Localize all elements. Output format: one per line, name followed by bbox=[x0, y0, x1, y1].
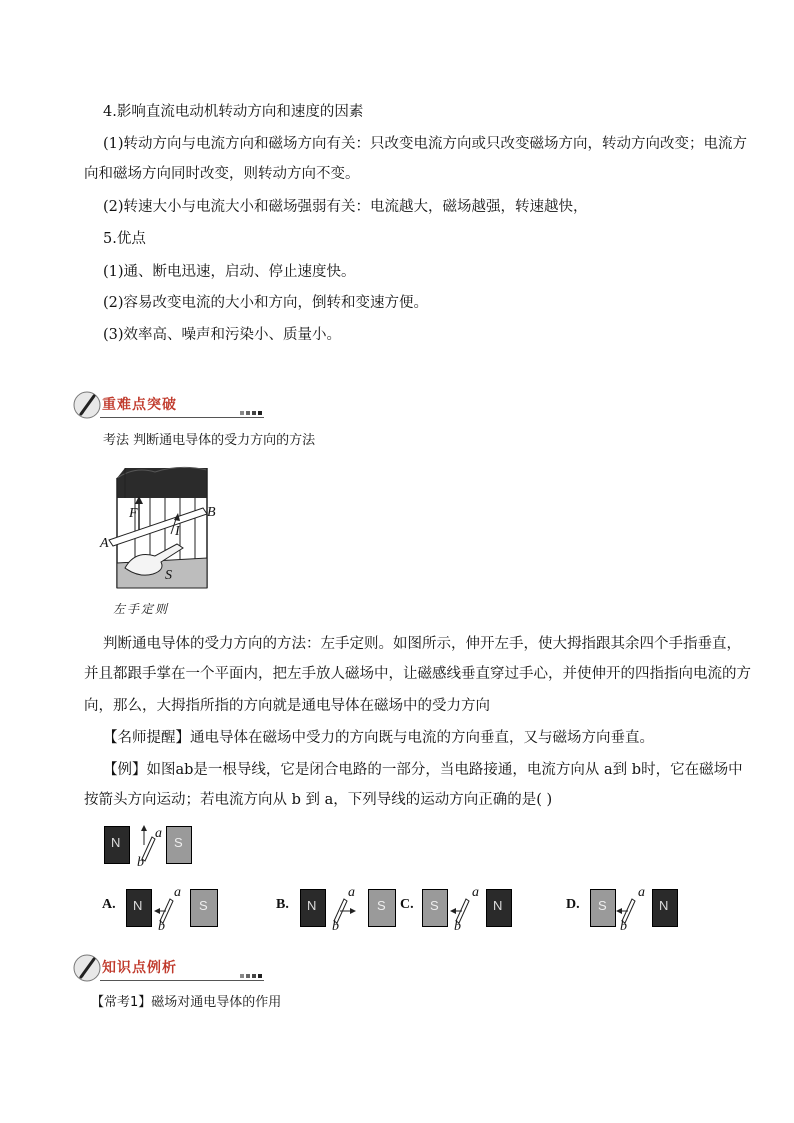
explain-line3: 向，那么，大拇指所指的方向就是通电导体在磁场中的受力方向 bbox=[84, 698, 490, 714]
kaofa-heading: 考法 判断通电导体的受力方向的方法 bbox=[103, 433, 316, 448]
changkao-heading: 【常考1】磁场对通电导体的作用 bbox=[91, 995, 282, 1010]
banner-dots-decoration bbox=[240, 972, 262, 980]
label-end-B: B bbox=[207, 505, 216, 520]
banner-title: 知识点例析 bbox=[102, 960, 177, 976]
section-banner-examples bbox=[72, 953, 272, 981]
option-b-label: B. bbox=[276, 897, 289, 912]
brush-icon bbox=[72, 953, 102, 983]
label-b: b bbox=[620, 919, 627, 934]
label-a: a bbox=[174, 885, 181, 900]
section4-item1-line1: (1)转动方向与电流方向和磁场方向有关：只改变电流方向或只改变磁场方向，转动方向改变；电流方 bbox=[103, 136, 748, 152]
section4-item1-line2: 向和磁场方向同时改变，则转动方向不变。 bbox=[84, 166, 360, 182]
magnet-north: N bbox=[300, 889, 326, 927]
label-force-F: F bbox=[129, 506, 138, 521]
magnet-south: S bbox=[422, 889, 448, 927]
label-end-A: A bbox=[100, 536, 109, 551]
option-c-label: C. bbox=[400, 897, 414, 912]
example-magnet-figure bbox=[104, 823, 194, 873]
section5-item-1: (1)通、断电迅速，启动、停止速度快。 bbox=[103, 264, 356, 280]
label-pole-S: S bbox=[165, 568, 172, 583]
left-hand-rule-figure bbox=[95, 458, 225, 620]
magnet-south: S bbox=[190, 889, 218, 927]
label-a: a bbox=[348, 885, 355, 900]
label-b: b bbox=[158, 919, 165, 934]
label-b: b bbox=[454, 919, 461, 934]
option-c[interactable] bbox=[422, 883, 532, 938]
label-a: a bbox=[155, 826, 162, 841]
section5-item-3: (3)效率高、噪声和污染小、质量小。 bbox=[103, 327, 342, 343]
section4-heading: 4.影响直流电动机转动方向和速度的因素 bbox=[103, 104, 364, 120]
explain-line2: 并且都跟手掌在一个平面内，把左手放人磁场中，让磁感线垂直穿过手心，并使伸开的四指指向电流的方 bbox=[84, 666, 751, 682]
banner-dots-decoration bbox=[240, 409, 262, 417]
section5-heading: 5.优点 bbox=[103, 231, 146, 247]
magnet-south: S bbox=[368, 889, 396, 927]
section4-item2: (2)转速大小与电流大小和磁场强弱有关：电流越大，磁场越强，转速越快， bbox=[103, 199, 588, 215]
label-b: b bbox=[332, 919, 339, 934]
banner-underline bbox=[100, 980, 264, 981]
section5-item-2: (2)容易改变电流的大小和方向，倒转和变速方便。 bbox=[103, 295, 429, 311]
label-a: a bbox=[638, 885, 645, 900]
label-b: b bbox=[137, 855, 144, 870]
brush-icon bbox=[72, 390, 102, 420]
option-a-label: A. bbox=[102, 897, 116, 912]
option-b[interactable] bbox=[276, 883, 426, 938]
magnet-north: N bbox=[104, 826, 130, 864]
label-current-I: I bbox=[175, 524, 180, 539]
figure-caption: 左手定则 bbox=[113, 602, 170, 616]
magnet-south: S bbox=[590, 889, 616, 927]
example-line2: 按箭头方向运动；若电流方向从 b 到 a，下列导线的运动方向正确的是( ) bbox=[84, 792, 553, 808]
magnet-north: N bbox=[126, 889, 152, 927]
explain-line1: 判断通电导体的受力方向的方法：左手定则。如图所示，伸开左手，使大拇指跟其余四个手指垂直， bbox=[103, 636, 741, 652]
option-a[interactable] bbox=[102, 883, 232, 938]
teacher-tip: 【名师提醒】通电导体在磁场中受力的方向既与电流的方向垂直，又与磁场方向垂直。 bbox=[103, 730, 654, 746]
option-d[interactable] bbox=[566, 883, 696, 938]
banner-title: 重难点突破 bbox=[102, 397, 177, 413]
left-hand-rule-diagram bbox=[95, 458, 225, 598]
magnet-south: S bbox=[166, 826, 192, 864]
magnet-north: N bbox=[486, 889, 512, 927]
section-banner-key-points bbox=[72, 390, 272, 418]
banner-underline bbox=[100, 417, 264, 418]
magnet-north: N bbox=[652, 889, 678, 927]
example-line1: 【例】如图ab是一根导线，它是闭合电路的一部分，当电路接通，电流方向从 a到 b时，它在磁场中 bbox=[103, 762, 743, 778]
option-d-label: D. bbox=[566, 897, 580, 912]
label-a: a bbox=[472, 885, 479, 900]
